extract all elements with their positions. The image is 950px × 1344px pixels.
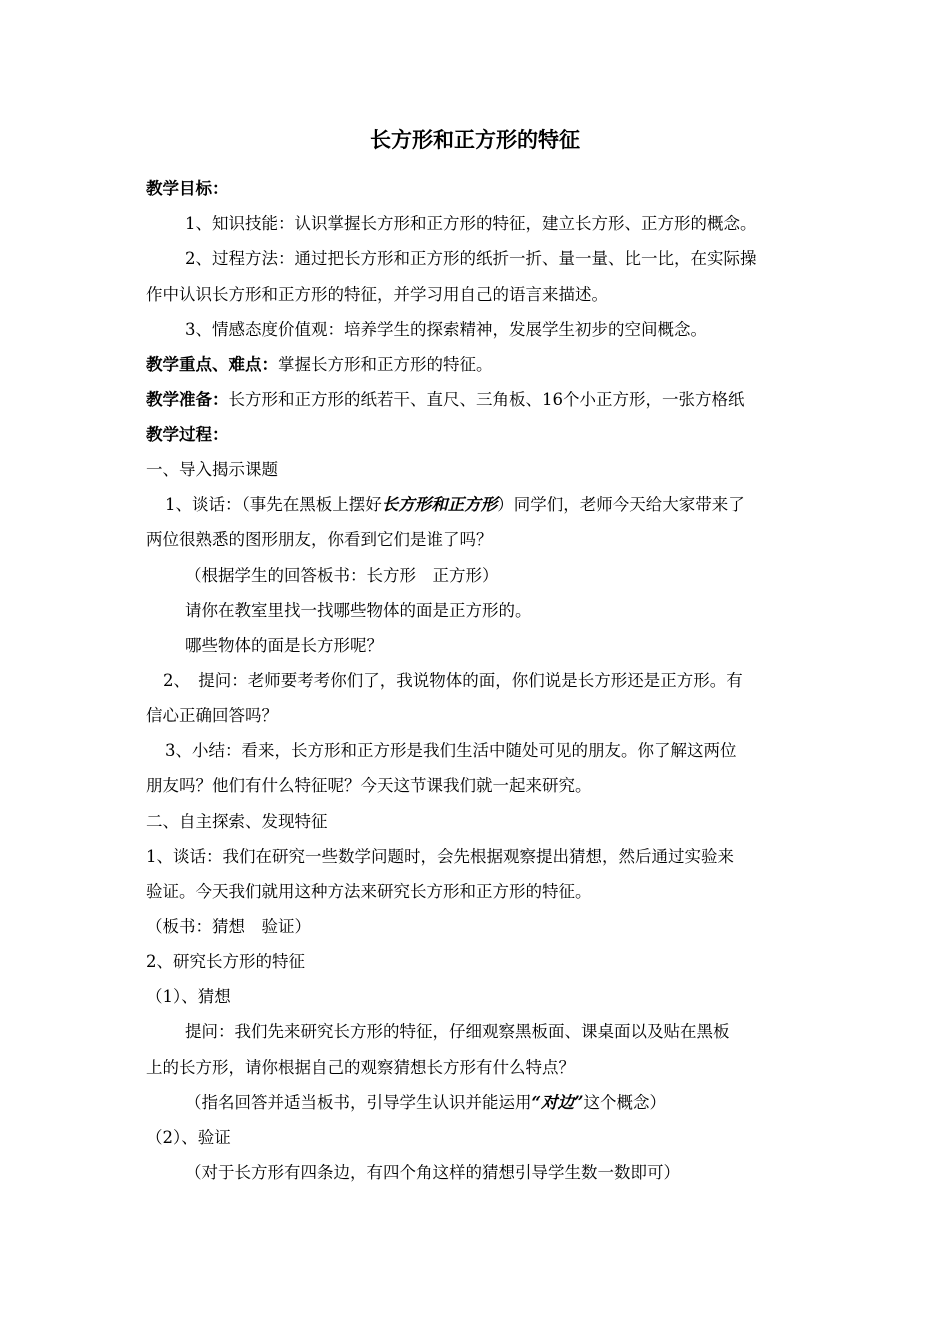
paragraph: 上的长方形，请你根据自己的观察猜想长方形有什么特点？ — [146, 1058, 575, 1077]
paragraph: 2、 提问：老师要考考你们了，我说物体的面，你们说是长方形还是正方形。有 — [163, 671, 743, 690]
paragraph — [146, 353, 493, 377]
section-text: 长方形和正方形的纸若干、直尺、三角板、16个小正方形，一张方格纸 — [228, 390, 745, 409]
paragraph: 两位很熟悉的图形朋友，你看到它们是谁了吗？ — [146, 530, 493, 549]
paragraph: 验证。今天我们就用这种方法来研究长方形和正方形的特征。 — [146, 882, 592, 901]
paragraph — [146, 388, 745, 412]
section-text: 掌握长方形和正方形的特征。 — [278, 355, 493, 374]
section-label: 教学准备： — [146, 390, 229, 409]
paragraph: 2、研究长方形的特征 — [146, 952, 305, 971]
paragraph: （对于长方形有四条边，有四个角这样的猜想引导学生数一数即可） — [185, 1163, 680, 1182]
paragraph: （板书：猜想 验证） — [146, 917, 311, 936]
section-label: 教学重点、难点： — [146, 355, 278, 374]
paragraph: 请你在教室里找一找哪些物体的面是正方形的。 — [185, 601, 532, 620]
section-heading: 一、导入揭示课题 — [146, 460, 278, 479]
paragraph: 3、情感态度价值观：培养学生的探索精神，发展学生初步的空间概念。 — [185, 320, 707, 339]
paragraph: 1、谈话：我们在研究一些数学问题时，会先根据观察提出猜想，然后通过实验来 — [146, 847, 734, 866]
paragraph: （2）、验证 — [146, 1128, 231, 1147]
paragraph: 作中认识长方形和正方形的特征，并学习用自己的语言来描述。 — [146, 285, 608, 304]
document-title: 长方形和正方形的特征 — [370, 127, 580, 152]
paragraph: 朋友吗？他们有什么特征呢？今天这节课我们就一起来研究。 — [146, 776, 592, 795]
paragraph: （1）、猜想 — [146, 987, 231, 1006]
paragraph: 3、小结：看来，长方形和正方形是我们生活中随处可见的朋友。你了解这两位 — [165, 741, 737, 760]
paragraph: 2、过程方法：通过把长方形和正方形的纸折一折、量一量、比一比，在实际操 — [185, 249, 757, 268]
paragraph: 1、知识技能：认识掌握长方形和正方形的特征，建立长方形、正方形的概念。 — [185, 214, 757, 233]
section-label: 教学目标： — [146, 179, 229, 198]
paragraph: 信心正确回答吗？ — [146, 706, 278, 725]
section-heading: 二、自主探索、发现特征 — [146, 812, 328, 831]
section-label: 教学过程： — [146, 425, 229, 444]
paragraph: （根据学生的回答板书：长方形 正方形） — [185, 566, 499, 585]
paragraph: 提问：我们先来研究长方形的特征，仔细观察黑板面、课桌面以及贴在黑板 — [185, 1022, 730, 1041]
emphasis-text: 长方形和正方形 — [381, 495, 498, 514]
paragraph: （指名回答并适当板书，引导学生认识并能运用“对边”这个概念） — [185, 1093, 666, 1112]
emphasis-text: “对边” — [531, 1093, 584, 1112]
paragraph — [146, 423, 229, 447]
paragraph: 哪些物体的面是长方形呢？ — [185, 636, 383, 655]
paragraph — [146, 177, 229, 201]
paragraph: 1、谈话：（事先在黑板上摆好长方形和正方形）同学们，老师今天给大家带来了 — [165, 495, 745, 514]
